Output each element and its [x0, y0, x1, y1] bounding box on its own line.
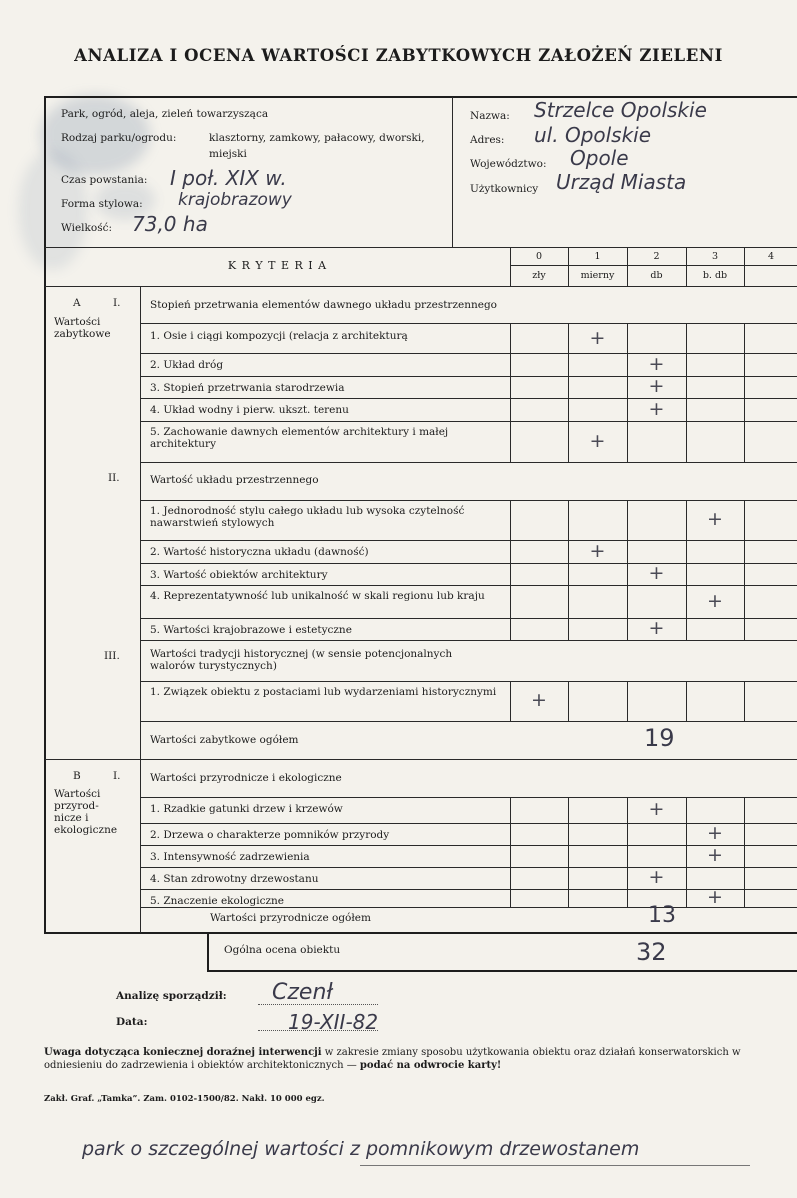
score-cell-line	[744, 681, 745, 721]
score-mark: +	[707, 508, 723, 530]
score-mark: +	[707, 589, 723, 612]
name-label: Nazwa:	[470, 110, 510, 122]
score-cell-line	[744, 324, 745, 353]
user-value: Urząd Miasta	[556, 170, 687, 194]
total-a-label: Wartości zabytkowe ogółem	[150, 734, 299, 746]
score-col-2-label: db	[650, 270, 663, 281]
score-cell-line	[627, 797, 628, 823]
size-value: 73,0 ha	[132, 212, 208, 236]
kind-options-line1: klasztorny, zamkowy, pałacowy, dworski,	[209, 132, 425, 144]
score-cell-line	[744, 585, 745, 618]
score-cell-line	[686, 324, 687, 353]
score-cell-line	[627, 398, 628, 421]
section-b-roman: I.	[113, 770, 121, 782]
row-line	[141, 398, 797, 399]
score-col-1-num: 1	[594, 251, 601, 262]
row-line	[141, 323, 797, 324]
score-cell-line	[686, 618, 687, 640]
score-cell-line	[686, 889, 687, 907]
analysis-signature: Czenł	[272, 980, 333, 1005]
row-line	[141, 867, 797, 868]
row-line	[141, 585, 797, 586]
score-cell-line	[568, 797, 569, 823]
score-cell-line	[568, 618, 569, 640]
printer-info: Zakł. Graf. „Tamka”. Zam. 0102-1500/82. Nakł. 10 000 egz.	[44, 1094, 325, 1104]
score-cell-line	[568, 398, 569, 421]
score-mark: +	[589, 429, 606, 452]
score-cell-line	[686, 500, 687, 540]
score-header-bottom-line	[45, 286, 797, 287]
score-cell-line	[568, 376, 569, 398]
score-col-0-num: 0	[535, 251, 543, 262]
score-cell-line	[568, 324, 569, 353]
score-cell-line	[510, 500, 511, 540]
overall-value: 32	[636, 938, 667, 966]
score-cell-line	[510, 867, 511, 889]
group3-roman: III.	[104, 650, 120, 662]
score-cell-line	[568, 889, 569, 907]
score-cell-line	[744, 867, 745, 889]
score-cell-line	[568, 867, 569, 889]
row-line	[141, 845, 797, 846]
criteria-row-text: 1. Jednorodność stylu całego układu lub wysoka czytelność nawarstwień stylowych	[150, 505, 465, 529]
score-cell-line	[568, 353, 569, 376]
note-bold: Uwaga dotycząca koniecznej doraźnej interwencji	[44, 1047, 322, 1058]
score-col-0-label: zły	[532, 270, 546, 281]
total-b-value: 13	[648, 903, 676, 928]
section-a-name: Wartości zabytkowe	[54, 316, 111, 340]
criteria-row-text: 2. Drzewa o charakterze pomników przyrody	[150, 829, 390, 841]
score-mark: +	[589, 326, 606, 349]
score-cell-line	[627, 563, 628, 585]
criteria-row-text: 1. Rzadkie gatunki drzew i krzewów	[150, 803, 343, 815]
group3-title: Wartości tradycji historycznej (w sensie potencjonalnych walorów turystycznych)	[150, 648, 453, 672]
score-cell-line	[744, 563, 745, 585]
score-col-3-num: 3	[711, 251, 719, 262]
handwritten-underline	[360, 1165, 750, 1166]
period-value: I poł. XIX w.	[170, 166, 287, 190]
score-col-3-label: b. db	[702, 270, 728, 281]
score-cell-line	[627, 823, 628, 845]
total-b-label: Wartości przyrodnicze ogółem	[210, 912, 371, 924]
row-line	[141, 618, 797, 619]
date-value: 19-XII-82	[288, 1010, 379, 1034]
score-mark: +	[648, 562, 665, 584]
score-cell-line	[510, 540, 511, 563]
date-label: Data:	[116, 1016, 148, 1028]
section-a-code: A	[73, 297, 81, 309]
score-mark: +	[648, 866, 665, 888]
score-col-2-num: 2	[653, 251, 660, 262]
style-value: krajobrazowy	[178, 190, 292, 210]
row-line	[141, 563, 797, 564]
score-cell-line	[510, 398, 511, 421]
score-header-mid-line	[510, 265, 797, 266]
score-cell-line	[627, 889, 628, 907]
group1-title: Stopień przetrwania elementów dawnego układu przestrzennego	[150, 299, 497, 311]
voivodeship-value: Opole	[570, 146, 629, 170]
score-cell-line	[627, 618, 628, 640]
voivodeship-label: Województwo:	[470, 158, 547, 170]
score-cell-line	[627, 681, 628, 721]
score-cell-line	[568, 585, 569, 618]
left-column-line	[140, 287, 141, 933]
score-cell-line	[627, 500, 628, 540]
score-cell-line	[686, 845, 687, 867]
score-mark: +	[707, 822, 723, 844]
score-cell-line	[686, 681, 687, 721]
score-col-1-label: mierny	[580, 270, 615, 281]
analysis-label: Analizę sporządził:	[116, 990, 227, 1002]
score-mark: +	[589, 539, 606, 562]
score-cell-line	[568, 845, 569, 867]
row-line	[141, 640, 797, 641]
score-cell-line	[744, 398, 745, 421]
score-cell-line	[686, 353, 687, 376]
row-line	[141, 376, 797, 377]
score-cell-line	[744, 353, 745, 376]
score-cell-line	[627, 867, 628, 889]
section-b-name: Wartości przyrod- nicze i ekologiczne	[54, 788, 118, 836]
score-cell-line	[744, 889, 745, 907]
score-cell-line	[627, 585, 628, 618]
score-cell-line	[627, 845, 628, 867]
row-line	[141, 500, 797, 501]
criteria-row-text: 4. Stan zdrowotny drzewostanu	[150, 873, 319, 885]
score-mark: +	[648, 617, 665, 639]
score-cell-line	[686, 823, 687, 845]
criteria-row-text: 4. Reprezentatywność lub unikalność w skali regionu lub kraju	[150, 590, 485, 602]
score-cell-line	[568, 681, 569, 721]
score-mark: +	[648, 397, 665, 420]
criteria-row-text: 3. Wartość obiektów architektury	[150, 569, 328, 581]
row-line	[141, 353, 797, 354]
total-a-value: 19	[644, 724, 675, 752]
score-mark: +	[648, 375, 665, 397]
score-cell-line	[627, 353, 628, 376]
score-cell-line	[510, 845, 511, 867]
score-cell-line	[744, 376, 745, 398]
score-cell-line	[510, 681, 511, 721]
row-line	[141, 907, 797, 908]
note-rest: w zakresie zmiany sposobu użytkowania obiektu oraz działań konserwatorskich w odniesieniu do zadrzewienia i obiektów architektonicznych —	[44, 1047, 741, 1071]
row-line	[141, 540, 797, 541]
score-cell-line	[686, 376, 687, 398]
criteria-heading: K R Y T E R I A	[227, 259, 328, 272]
section-a-roman: I.	[113, 297, 121, 309]
row-line	[45, 759, 797, 760]
score-cell-line	[744, 421, 745, 462]
kind-label: Rodzaj parku/ogrodu:	[61, 132, 177, 144]
address-value: ul. Opolskie	[534, 123, 652, 147]
header-bottom-line	[45, 247, 797, 248]
score-cell-line	[568, 823, 569, 845]
score-cell-line	[627, 376, 628, 398]
score-cell-line	[510, 353, 511, 376]
row-line	[141, 721, 797, 722]
score-cell-line	[510, 797, 511, 823]
score-cell-line	[627, 540, 628, 563]
score-cell-line	[510, 563, 511, 585]
score-col-4-num: 4	[767, 251, 775, 262]
score-cell-line	[686, 421, 687, 462]
score-mark: +	[707, 844, 723, 866]
row-line	[141, 681, 797, 682]
criteria-row-text: 5. Wartości krajobrazowe i estetyczne	[150, 624, 352, 636]
score-cell-line	[686, 398, 687, 421]
score-cell-line	[744, 500, 745, 540]
score-cell-line	[686, 867, 687, 889]
score-mark: +	[531, 689, 547, 711]
score-cell-line	[744, 618, 745, 640]
handwritten-note: park o szczególnej wartości z pomnikowym drzewostanem	[82, 1138, 640, 1160]
row-line	[141, 421, 797, 422]
note-end: podać na odwrocie karty!	[359, 1060, 502, 1071]
overall-label: Ogólna ocena obiektu	[224, 944, 341, 956]
criteria-row-text: 3. Intensywność zadrzewienia	[150, 851, 310, 863]
criteria-row-text: 1. Osie i ciągi kompozycji (relacja z architekturą	[150, 330, 408, 342]
score-cell-line	[744, 540, 745, 563]
score-cell-line	[510, 585, 511, 618]
score-cell-line	[510, 823, 511, 845]
score-cell-line	[686, 797, 687, 823]
type-label: Park, ogród, aleja, zieleń towarzysząca	[61, 108, 269, 120]
section-b-code: B	[73, 770, 81, 782]
row-line	[141, 823, 797, 824]
score-cell-line	[510, 376, 511, 398]
score-cell-line	[744, 797, 745, 823]
score-cell-line	[686, 540, 687, 563]
score-cell-line	[686, 585, 687, 618]
score-cell-line	[568, 540, 569, 563]
score-cell-line	[568, 563, 569, 585]
header-divider	[452, 97, 453, 247]
criteria-row-text: 3. Stopień przetrwania starodrzewia	[150, 382, 345, 394]
address-label: Adres:	[470, 134, 505, 146]
score-cell-line	[568, 421, 569, 462]
size-label: Wielkość:	[61, 222, 113, 234]
user-label: Użytkownicy	[470, 183, 539, 195]
score-mark: +	[648, 798, 665, 820]
groupB-title: Wartości przyrodnicze i ekologiczne	[150, 772, 342, 784]
score-cell-line	[510, 324, 511, 353]
score-cell-line	[686, 563, 687, 585]
period-label: Czas powstania:	[61, 174, 148, 186]
score-mark: +	[648, 352, 665, 375]
score-cell-line	[510, 889, 511, 907]
criteria-row-text: 4. Układ wodny i pierw. ukszt. terenu	[150, 404, 349, 416]
group2-roman: II.	[108, 472, 120, 484]
score-cell-line	[568, 500, 569, 540]
row-line	[141, 797, 797, 798]
criteria-row-text: 2. Wartość historyczna układu (dawność)	[150, 546, 369, 558]
score-cell-line	[510, 618, 511, 640]
score-cell-line	[744, 845, 745, 867]
criteria-row-text: 5. Zachowanie dawnych elementów architektury i małej architektury	[150, 426, 449, 450]
name-value: Strzelce Opolskie	[534, 98, 707, 122]
criteria-row-text: 2. Układ dróg	[150, 359, 224, 371]
style-label: Forma stylowa:	[61, 198, 143, 210]
score-mark: +	[707, 886, 723, 908]
score-cell-line	[510, 421, 511, 462]
page-title: ANALIZA I OCENA WARTOŚCI ZABYTKOWYCH ZAŁOŻEŃ ZIELENI	[74, 46, 723, 65]
group2-title: Wartość układu przestrzennego	[150, 474, 319, 486]
row-line	[141, 462, 797, 463]
intervention-note	[44, 1046, 797, 1072]
score-cell-line	[627, 324, 628, 353]
criteria-row-text: 1. Związek obiektu z postaciami lub wydarzeniami historycznymi	[150, 686, 497, 698]
row-line	[141, 889, 797, 890]
kind-options-line2: miejski	[209, 148, 247, 160]
score-cell-line	[744, 823, 745, 845]
criteria-row-text: 5. Znaczenie ekologiczne	[150, 895, 285, 907]
score-cell-line	[627, 421, 628, 462]
